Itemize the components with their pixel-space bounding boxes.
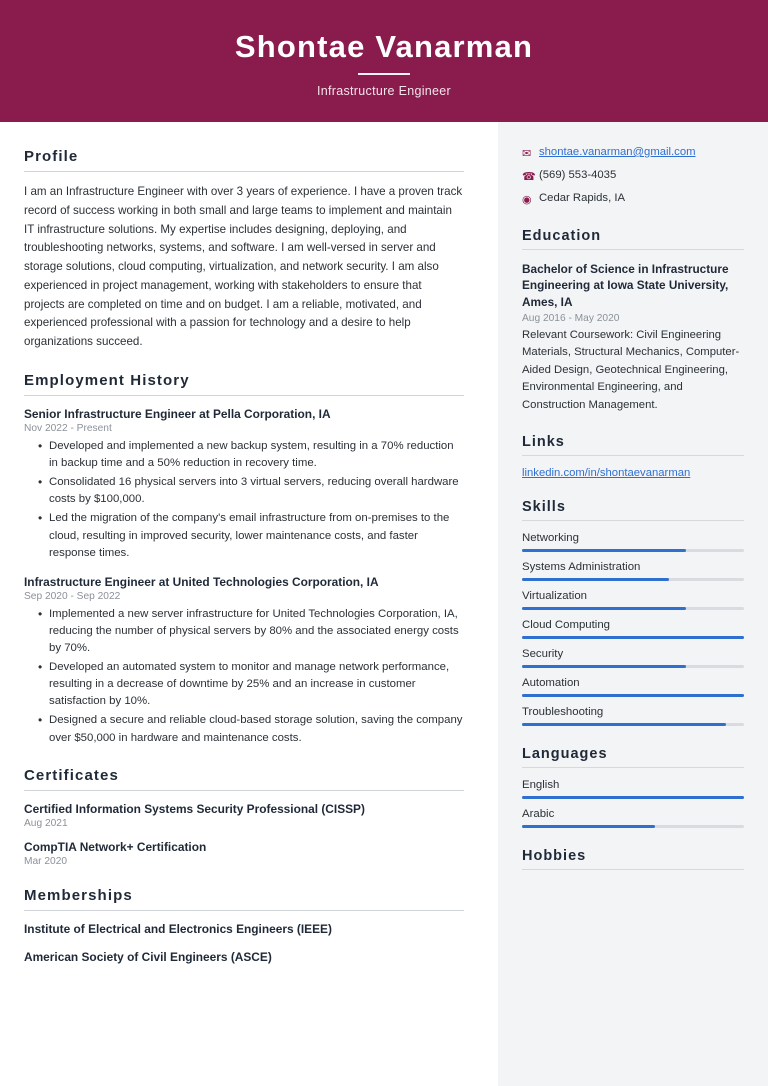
job-bullet: • Led the migration of the company's email infrastructure from on-premises to the cloud, resulting in improved security, lower maintenance costs, and faster response times. <box>40 510 464 561</box>
profile-heading: Profile <box>24 148 79 165</box>
email-link[interactable]: shontae.vanarman@gmail.com <box>539 146 696 158</box>
language-item <box>522 808 744 828</box>
phone-number: (569) 553-4035 <box>539 168 617 181</box>
education-section <box>522 228 744 415</box>
languages-section <box>522 746 744 828</box>
envelope-icon: ✉ <box>522 148 532 160</box>
employment-entry <box>24 407 464 562</box>
skill-label: Security <box>522 648 564 661</box>
memberships-heading: Memberships <box>24 886 133 904</box>
location-pin-icon: ◉ <box>522 193 532 206</box>
skill-bar-fill <box>522 723 726 726</box>
contact-section <box>522 146 744 208</box>
skill-label: Automation <box>522 677 580 690</box>
section-divider <box>24 910 464 911</box>
certificate-entry <box>24 840 464 867</box>
header-divider <box>358 73 410 75</box>
certificate-date: Mar 2020 <box>24 855 68 867</box>
certificate-title: CompTIA Network+ Certification <box>24 839 207 854</box>
language-bar-track <box>522 825 744 828</box>
certificate-date: Aug 2021 <box>24 817 68 829</box>
links-heading: Links <box>522 434 565 451</box>
skill-item <box>522 532 744 552</box>
section-divider <box>522 767 744 768</box>
memberships-section <box>24 887 464 964</box>
contact-row-location <box>522 192 744 208</box>
certificates-heading: Certificates <box>24 766 119 784</box>
skill-item <box>522 648 744 668</box>
skill-bar-track <box>522 636 744 639</box>
phone-icon: ☎ <box>522 170 536 183</box>
employment-heading: Employment History <box>24 372 190 390</box>
job-date: Nov 2022 - Present <box>24 423 112 435</box>
section-divider <box>522 869 744 870</box>
membership-item: Institute of Electrical and Electronics Engineers (IEEE) <box>24 921 332 936</box>
education-date: Aug 2016 - May 2020 <box>522 312 620 324</box>
hobbies-heading: Hobbies <box>522 848 587 865</box>
skill-bar-track <box>522 549 744 552</box>
skill-bar-track <box>522 665 744 668</box>
resume-body <box>0 122 768 1086</box>
job-bullet: • Implemented a new server infrastructure for United Technologies Corporation, IA, reducing the number of physical servers by 80% and the associated energy costs by 70%. <box>40 606 464 657</box>
skill-label: Networking <box>522 532 579 545</box>
skill-bar-fill <box>522 607 686 610</box>
certificates-section <box>24 767 464 867</box>
language-bar-fill <box>522 825 655 828</box>
employment-entry <box>24 575 464 747</box>
job-bullet-list <box>24 606 464 747</box>
certificate-entry <box>24 802 464 829</box>
hobbies-section <box>522 848 744 870</box>
skill-bar-fill <box>522 694 744 697</box>
header-job-title: Infrastructure Engineer <box>316 84 452 99</box>
main-column <box>0 122 498 1086</box>
profile-text: I am an Infrastructure Engineer with over 3 years of experience. I have a proven track record of success working in both small and large teams to implement and maintain IT infrastructure solutions. My expertise includes designing, deploying, and troubleshooting networks, systems, and software. I am well-versed in server and storage solutions, cloud computing, virtualization, and network security. I am also experienced in project management, working with stakeholders to ensure that projects are completed on time and on budget. I am a reliable, motivated, and experienced professional with a passion for technology and a desire to help organizations succeed. <box>24 185 463 349</box>
skill-bar-track <box>522 607 744 610</box>
skills-heading: Skills <box>522 499 566 516</box>
job-bullet: • Designed a secure and reliable cloud-based storage solution, saving the company over $50,000 in hardware and maintenance costs. <box>40 712 464 746</box>
job-date: Sep 2020 - Sep 2022 <box>24 590 121 602</box>
skill-label: Cloud Computing <box>522 619 611 632</box>
languages-heading: Languages <box>522 746 608 763</box>
job-title: Infrastructure Engineer at United Technologies Corporation, IA <box>24 574 379 589</box>
location-text: Cedar Rapids, IA <box>539 191 626 204</box>
job-title: Senior Infrastructure Engineer at Pella Corporation, IA <box>24 407 331 422</box>
section-divider <box>522 520 744 521</box>
profile-section <box>24 148 464 352</box>
links-section <box>522 434 744 479</box>
sidebar-column <box>498 122 768 1086</box>
skill-item <box>522 561 744 581</box>
skill-item <box>522 590 744 610</box>
language-label: English <box>522 779 560 792</box>
section-divider <box>24 790 464 791</box>
resume-header <box>0 0 768 122</box>
skill-bar-track <box>522 723 744 726</box>
skill-bar-fill <box>522 578 669 581</box>
skill-bar-fill <box>522 665 686 668</box>
skill-bar-fill <box>522 636 744 639</box>
skill-label: Troubleshooting <box>522 706 604 719</box>
skill-item <box>522 706 744 726</box>
job-bullet: • Developed an automated system to monitor and manage network performance, resulting in a decrease of downtime by 25% and an increase in customer satisfaction by 10%. <box>40 659 464 710</box>
contact-row-email <box>522 146 744 162</box>
skill-label: Systems Administration <box>522 561 641 574</box>
language-item <box>522 779 744 799</box>
language-bar-fill <box>522 796 744 799</box>
skills-section <box>522 499 744 726</box>
language-label: Arabic <box>522 808 555 821</box>
skill-bar-fill <box>522 549 686 552</box>
page-title: Shontae Vanarman <box>234 28 534 64</box>
job-bullet: • Developed and implemented a new backup system, resulting in a 70% reduction in backup time and a 50% reduction in recovery time. <box>40 438 464 472</box>
section-divider <box>24 395 464 396</box>
job-bullet: • Consolidated 16 physical servers into 3 virtual servers, reducing overall hardware costs by $100,000. <box>40 474 464 508</box>
employment-section <box>24 372 464 747</box>
contact-row-phone <box>522 169 744 185</box>
skill-bar-track <box>522 578 744 581</box>
skill-label: Virtualization <box>522 590 588 603</box>
certificate-title: Certified Information Systems Security Professional (CISSP) <box>24 801 365 816</box>
job-bullet-list <box>24 438 464 562</box>
education-degree: Bachelor of Science in Infrastructure Engineering at Iowa State University, Ames, IA <box>522 261 729 310</box>
skill-bar-track <box>522 694 744 697</box>
skill-item <box>522 619 744 639</box>
language-bar-track <box>522 796 744 799</box>
skill-item <box>522 677 744 697</box>
linkedin-link[interactable]: linkedin.com/in/shontaevanarman <box>522 467 691 480</box>
membership-item: American Society of Civil Engineers (ASCE) <box>24 949 272 964</box>
education-description: Relevant Coursework: Civil Engineering Materials, Structural Mechanics, Computer-Aided Design, Geotechnical Engineering, Environmental Engineering, and Construction Management. <box>522 328 740 411</box>
education-heading: Education <box>522 227 602 244</box>
section-divider <box>24 171 464 172</box>
section-divider <box>522 455 744 456</box>
section-divider <box>522 249 744 250</box>
